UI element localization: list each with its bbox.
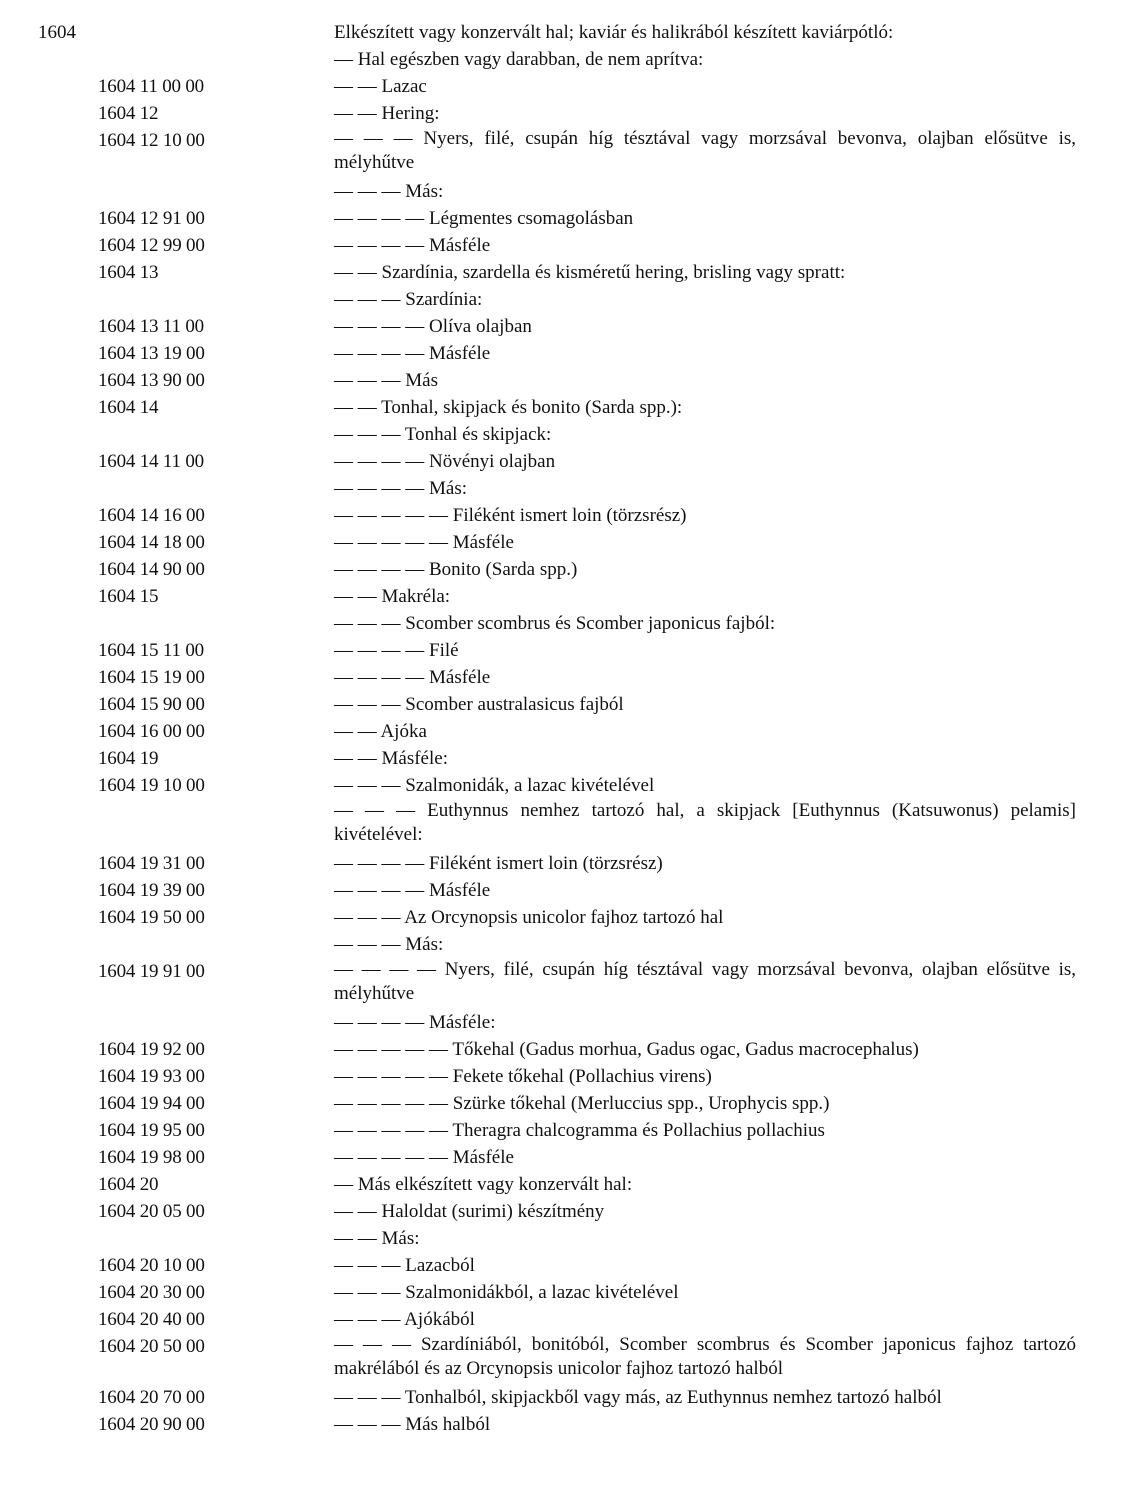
tariff-description: — — — Tonhal és skipjack: [334,424,552,445]
tariff-description: — — Haloldat (surimi) készítmény [334,1201,605,1222]
tariff-code: 1604 12 [98,103,159,124]
tariff-description: — — — — — Tőkehal (Gadus morhua, Gadus ogac, Gadus macrocephalus) [334,1039,919,1060]
tariff-code: 1604 14 [98,397,159,418]
tariff-description: — — — Szardínia: [334,289,483,310]
tariff-description: — — — Más halból [334,1414,491,1435]
tariff-code: 1604 19 95 00 [98,1120,205,1141]
tariff-description: — — Makréla: [334,586,451,607]
tariff-description: — — Szardínia, szardella és kisméretű hering, brisling vagy spratt: [334,262,846,283]
tariff-description: — — — — — Másféle [334,1147,514,1168]
tariff-row [0,1198,1125,1225]
tariff-row [0,772,1125,799]
tariff-description: — Más elkészített vagy konzervált hal: [334,1174,633,1195]
tariff-description: — Hal egészben vagy darabban, de nem aprítva: [334,49,704,70]
tariff-description: — — — Scomber scombrus és Scomber japonicus fajból: [334,613,776,634]
tariff-code: 1604 20 70 00 [98,1387,205,1408]
tariff-code [98,421,196,448]
tariff-row [0,127,1125,178]
tariff-description: — — — Nyers, filé, csupán híg tésztával vagy morzsával bevonva, olajban elősütve is, mélyhűtve [334,128,1076,173]
tariff-row [0,745,1125,772]
tariff-row [0,1306,1125,1333]
tariff-description: — — — — Másféle [334,667,491,688]
tariff-description: — — — — Filé [334,640,459,661]
tariff-code: 1604 15 [98,586,159,607]
tariff-code [98,286,196,313]
tariff-row [0,286,1125,313]
tariff-code [98,46,196,73]
tariff-row [0,73,1125,100]
tariff-description: — — — Az Orcynopsis unicolor fajhoz tartozó hal [334,907,724,928]
tariff-row [0,394,1125,421]
tariff-row [0,877,1125,904]
tariff-code: 1604 14 90 00 [98,559,205,580]
tariff-code: 1604 19 98 00 [98,1147,205,1168]
tariff-code: 1604 11 00 00 [98,76,204,97]
tariff-code: 1604 12 10 00 [98,130,205,151]
tariff-code: 1604 20 [98,1174,159,1195]
tariff-description: — — Más: [334,1228,420,1249]
tariff-description: — — Hering: [334,103,440,124]
tariff-row [0,1036,1125,1063]
tariff-description: — — — Ajókából [334,1309,475,1330]
tariff-description: — — — — — Másféle [334,532,514,553]
tariff-code [98,19,196,46]
tariff-code: 1604 19 50 00 [98,907,205,928]
tariff-description: — — — Más [334,370,438,391]
tariff-row [0,448,1125,475]
tariff-row [0,556,1125,583]
tariff-code: 1604 15 19 00 [98,667,205,688]
tariff-row [0,1384,1125,1411]
tariff-code: 1604 20 30 00 [98,1282,205,1303]
tariff-description: — — — — Légmentes csomagolásban [334,208,634,229]
tariff-code [98,1009,196,1036]
tariff-row [0,502,1125,529]
tariff-row [0,1411,1125,1438]
tariff-row [0,1279,1125,1306]
tariff-row [0,1090,1125,1117]
tariff-code: 1604 20 40 00 [98,1309,205,1330]
tariff-table [0,19,1125,1438]
tariff-description: — — Tonhal, skipjack és bonito (Sarda spp.): [334,397,683,418]
tariff-code: 1604 20 05 00 [98,1201,205,1222]
tariff-description: — — — — Másféle [334,880,491,901]
tariff-row [0,904,1125,931]
tariff-description: — — — Más: [334,934,444,955]
tariff-code: 1604 20 90 00 [98,1414,205,1435]
tariff-code: 1604 12 91 00 [98,208,205,229]
tariff-row [0,205,1125,232]
tariff-row [0,637,1125,664]
tariff-row [0,340,1125,367]
tariff-row [0,1144,1125,1171]
tariff-description: — — — — — Fekete tőkehal (Pollachius virens) [334,1066,712,1087]
tariff-row [0,367,1125,394]
tariff-description: Elkészített vagy konzervált hal; kaviár és halikrából készített kaviárpótló: [334,22,894,43]
tariff-description: — — — — Olíva olajban [334,316,532,337]
tariff-description: — — — Lazacból [334,1255,475,1276]
tariff-code [98,1225,196,1252]
tariff-row [0,475,1125,502]
tariff-row [0,931,1125,958]
tariff-code: 1604 14 16 00 [98,505,205,526]
tariff-code: 1604 13 90 00 [98,370,205,391]
tariff-code: 1604 19 31 00 [98,853,205,874]
tariff-code: 1604 19 10 00 [98,775,205,796]
tariff-description: — — — — Más: [334,478,467,499]
tariff-row [0,1333,1125,1384]
tariff-row [0,850,1125,877]
tariff-description: — — — — Másféle [334,235,491,256]
tariff-code: 1604 19 92 00 [98,1039,205,1060]
tariff-row [0,799,1125,850]
tariff-row [0,1252,1125,1279]
tariff-code: 1604 12 99 00 [98,235,205,256]
tariff-row [0,958,1125,1009]
tariff-description: — — Lazac [334,76,427,97]
tariff-code: 1604 16 00 00 [98,721,205,742]
tariff-code: 1604 14 18 00 [98,532,205,553]
tariff-row [0,1117,1125,1144]
tariff-code: 1604 13 [98,262,159,283]
tariff-code: 1604 13 11 00 [98,316,204,337]
tariff-code [98,931,196,958]
tariff-row [0,610,1125,637]
tariff-code [98,178,196,205]
tariff-code: 1604 15 11 00 [98,640,204,661]
tariff-row [0,46,1125,73]
tariff-description: — — — — — Theragra chalcogramma és Pollachius pollachius [334,1120,825,1141]
tariff-row [0,259,1125,286]
tariff-row [0,100,1125,127]
tariff-description: — — — — — Szürke tőkehal (Merluccius spp., Urophycis spp.) [334,1093,830,1114]
tariff-code: 1604 19 39 00 [98,880,205,901]
tariff-description: — — — Scomber australasicus fajból [334,694,624,715]
tariff-description: — — — Más: [334,181,444,202]
tariff-description: — — — — Bonito (Sarda spp.) [334,559,578,580]
tariff-code [98,475,196,502]
tariff-description: — — Ajóka [334,721,427,742]
tariff-description: — — — Euthynnus nemhez tartozó hal, a skipjack [Euthynnus (Katsuwonus) pelamis] kivételével: [334,800,1076,845]
tariff-row [0,1009,1125,1036]
tariff-description: — — — — Másféle [334,343,491,364]
tariff-row [0,19,1125,46]
tariff-row [0,718,1125,745]
tariff-code: 1604 15 90 00 [98,694,205,715]
tariff-code: 1604 20 10 00 [98,1255,205,1276]
tariff-row [0,232,1125,259]
tariff-description: — — — Szalmonidák, a lazac kivételével [334,775,655,796]
tariff-description: — — — Szalmonidákból, a lazac kivételével [334,1282,679,1303]
tariff-code: 1604 19 93 00 [98,1066,205,1087]
tariff-row [0,583,1125,610]
tariff-description: — — — — — Filéként ismert loin (törzsrész) [334,505,687,526]
tariff-description: — — — — Filéként ismert loin (törzsrész) [334,853,663,874]
tariff-row [0,1225,1125,1252]
tariff-row [0,421,1125,448]
tariff-code: 1604 19 [98,748,159,769]
tariff-row [0,1171,1125,1198]
tariff-code [98,610,196,637]
tariff-code [98,799,196,850]
tariff-row [0,313,1125,340]
tariff-description: — — — — Másféle: [334,1012,496,1033]
tariff-description: — — — — Növényi olajban [334,451,556,472]
tariff-row [0,1063,1125,1090]
tariff-code: 1604 19 94 00 [98,1093,205,1114]
tariff-row [0,664,1125,691]
tariff-description: — — — Szardíniából, bonitóból, Scomber scombrus és Scomber japonicus fajhoz tartozó makrélából és az Orcynopsis unicolor fajhoz tartozó halból [334,1334,1076,1379]
tariff-code: 1604 13 19 00 [98,343,205,364]
heading-code: 1604 [38,22,76,43]
tariff-code: 1604 14 11 00 [98,451,204,472]
tariff-row [0,178,1125,205]
tariff-code: 1604 19 91 00 [98,961,205,982]
tariff-description: — — Másféle: [334,748,448,769]
tariff-description: — — — — Nyers, filé, csupán híg tésztával vagy morzsával bevonva, olajban elősütve is, mélyhűtve [334,959,1076,1004]
tariff-row [0,529,1125,556]
tariff-code: 1604 20 50 00 [98,1336,205,1357]
tariff-description: — — — Tonhalból, skipjackből vagy más, az Euthynnus nemhez tartozó halból [334,1387,942,1408]
tariff-row [0,691,1125,718]
